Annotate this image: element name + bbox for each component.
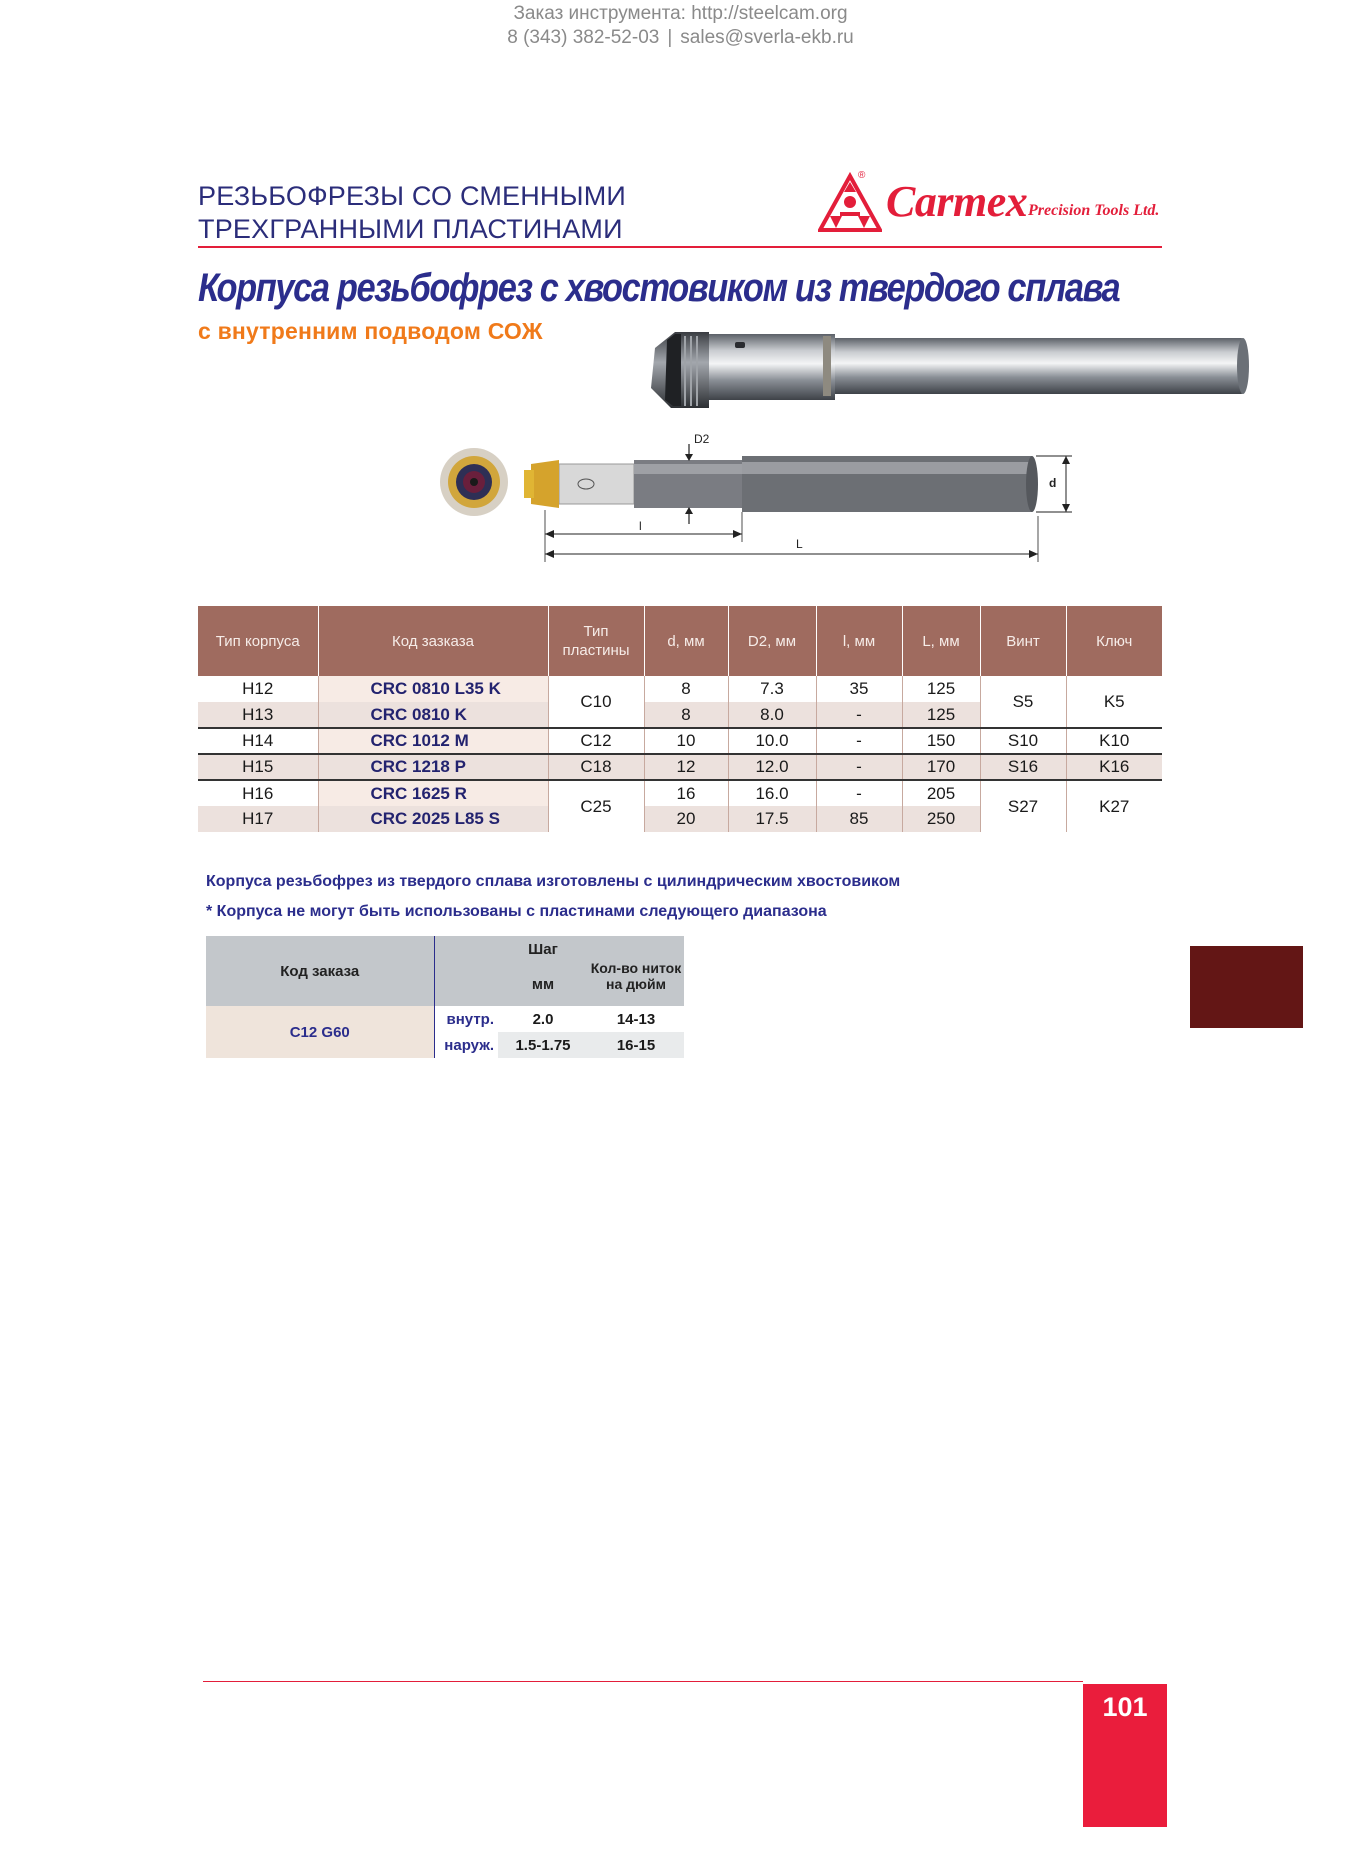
header-side-blank bbox=[434, 936, 498, 1006]
logo-name: Carmex bbox=[886, 177, 1028, 226]
cell-type: H16 bbox=[198, 780, 318, 806]
cell-code: CRC 2025 L85 S bbox=[318, 806, 548, 832]
cell-d: 8 bbox=[644, 702, 728, 728]
cell-D2: 12.0 bbox=[728, 754, 816, 780]
cell-L: 150 bbox=[902, 728, 980, 754]
email-address: sales@sverla-ekb.ru bbox=[680, 27, 854, 48]
cell-code: CRC 1625 R bbox=[318, 780, 548, 806]
cell-screw: S16 bbox=[980, 754, 1066, 780]
cell-d: 8 bbox=[644, 676, 728, 702]
section-title-line1: РЕЗЬБОФРЕЗЫ СО СМЕННЫМИ bbox=[198, 181, 627, 211]
tool-dimension-drawing bbox=[436, 430, 1176, 570]
cell-l: - bbox=[816, 754, 902, 780]
cell-code: CRC 0810 L35 K bbox=[318, 676, 548, 702]
cell-D2: 7.3 bbox=[728, 676, 816, 702]
cell-insert: C18 bbox=[548, 754, 644, 780]
cell-screw: S10 bbox=[980, 728, 1066, 754]
restriction-table bbox=[206, 936, 684, 1058]
cell-type: H14 bbox=[198, 728, 318, 754]
cell-L: 125 bbox=[902, 702, 980, 728]
header-L: L, мм bbox=[902, 606, 980, 676]
order-line: Заказ инструмента: http://steelcam.org bbox=[513, 3, 848, 24]
cell-screw: S5 bbox=[980, 676, 1066, 728]
cell-screw: S27 bbox=[980, 780, 1066, 832]
cell-l: 85 bbox=[816, 806, 902, 832]
table-row bbox=[198, 676, 1162, 702]
cell-mm: 1.5-1.75 bbox=[498, 1032, 588, 1058]
header-pitch: Шаг bbox=[498, 936, 588, 962]
phone-number: 8 (343) 382-52-03 bbox=[507, 27, 660, 48]
table-row bbox=[198, 754, 1162, 780]
cell-L: 170 bbox=[902, 754, 980, 780]
cell-d: 12 bbox=[644, 754, 728, 780]
header-order-code: Код заказа bbox=[206, 936, 434, 1006]
header-tpi: Кол-во ниток на дюйм bbox=[588, 936, 684, 1006]
footer-divider bbox=[203, 1681, 1083, 1682]
cell-type: H15 bbox=[198, 754, 318, 780]
cell-d: 20 bbox=[644, 806, 728, 832]
cell-code: CRC 1012 M bbox=[318, 728, 548, 754]
table-row bbox=[198, 728, 1162, 754]
logo-registered-mark: ® bbox=[858, 170, 866, 181]
cell-code: CRC 1218 P bbox=[318, 754, 548, 780]
cell-insert: C10 bbox=[548, 676, 644, 728]
page-subtitle: с внутренним подводом СОЖ bbox=[198, 318, 543, 344]
header-d: d, мм bbox=[644, 606, 728, 676]
cell-type: H17 bbox=[198, 806, 318, 832]
cell-side: наруж. bbox=[434, 1032, 498, 1058]
header-divider bbox=[198, 246, 1162, 248]
carmex-logo bbox=[818, 170, 1166, 236]
cell-D2: 16.0 bbox=[728, 780, 816, 806]
spec-table bbox=[198, 606, 1162, 832]
header-insert-type: Тип пластины bbox=[548, 606, 644, 676]
section-title-line2: ТРЕХГРАННЫМИ ПЛАСТИНАМИ bbox=[198, 214, 623, 244]
contact-line bbox=[0, 26, 1361, 50]
cell-code: CRC 0810 K bbox=[318, 702, 548, 728]
cell-l: 35 bbox=[816, 676, 902, 702]
carmex-triangle-icon bbox=[818, 172, 882, 234]
cell-l: - bbox=[816, 780, 902, 806]
cell-key: K27 bbox=[1066, 780, 1162, 832]
table-row bbox=[198, 780, 1162, 806]
cell-L: 250 bbox=[902, 806, 980, 832]
cell-mm: 2.0 bbox=[498, 1006, 588, 1032]
cell-D2: 17.5 bbox=[728, 806, 816, 832]
cell-key: K16 bbox=[1066, 754, 1162, 780]
cell-l: - bbox=[816, 728, 902, 754]
cell-type: H12 bbox=[198, 676, 318, 702]
cell-L: 205 bbox=[902, 780, 980, 806]
contact-separator: | bbox=[667, 27, 673, 48]
cell-D2: 10.0 bbox=[728, 728, 816, 754]
header-l: l, мм bbox=[816, 606, 902, 676]
page-number: 101 bbox=[1083, 1684, 1167, 1827]
header-order-code: Код зазказа bbox=[318, 606, 548, 676]
end-view-icon bbox=[440, 448, 508, 516]
cell-L: 125 bbox=[902, 676, 980, 702]
note-insert-restriction: * Корпуса не могут быть использованы с пластинами следующего диапазона bbox=[206, 903, 827, 920]
cell-tpi: 14-13 bbox=[588, 1006, 684, 1032]
tool-photo bbox=[645, 328, 1250, 412]
header-mm: мм bbox=[498, 962, 588, 1006]
label-L: L bbox=[796, 537, 803, 551]
cell-d: 10 bbox=[644, 728, 728, 754]
table-row bbox=[206, 1006, 684, 1032]
cell-insert: C12 bbox=[548, 728, 644, 754]
label-D2: D2 bbox=[694, 432, 710, 446]
contact-header bbox=[0, 2, 1361, 50]
cell-d: 16 bbox=[644, 780, 728, 806]
note-cylindrical-shank: Корпуса резьбофрез из твердого сплава изготовлены с цилиндрическим хвостовиком bbox=[206, 873, 901, 890]
section-title bbox=[198, 180, 626, 246]
cell-l: - bbox=[816, 702, 902, 728]
cell-type: H13 bbox=[198, 702, 318, 728]
page-title: Корпуса резьбофрез с хвостовиком из твердого сплава bbox=[198, 266, 1120, 310]
header-screw: Винт bbox=[980, 606, 1066, 676]
cell-insert: C25 bbox=[548, 780, 644, 832]
label-d: d bbox=[1049, 476, 1057, 490]
header-key: Ключ bbox=[1066, 606, 1162, 676]
table-header-row bbox=[198, 606, 1162, 676]
header-D2: D2, мм bbox=[728, 606, 816, 676]
label-l: l bbox=[639, 519, 642, 533]
cell-side: внутр. bbox=[434, 1006, 498, 1032]
chapter-tab bbox=[1190, 946, 1303, 1028]
header-body-type: Тип корпуса bbox=[198, 606, 318, 676]
cell-key: K10 bbox=[1066, 728, 1162, 754]
logo-subtitle: Precision Tools Ltd. bbox=[1028, 202, 1160, 219]
cell-tpi: 16-15 bbox=[588, 1032, 684, 1058]
cell-code: C12 G60 bbox=[206, 1006, 434, 1058]
cell-key: K5 bbox=[1066, 676, 1162, 728]
cell-D2: 8.0 bbox=[728, 702, 816, 728]
